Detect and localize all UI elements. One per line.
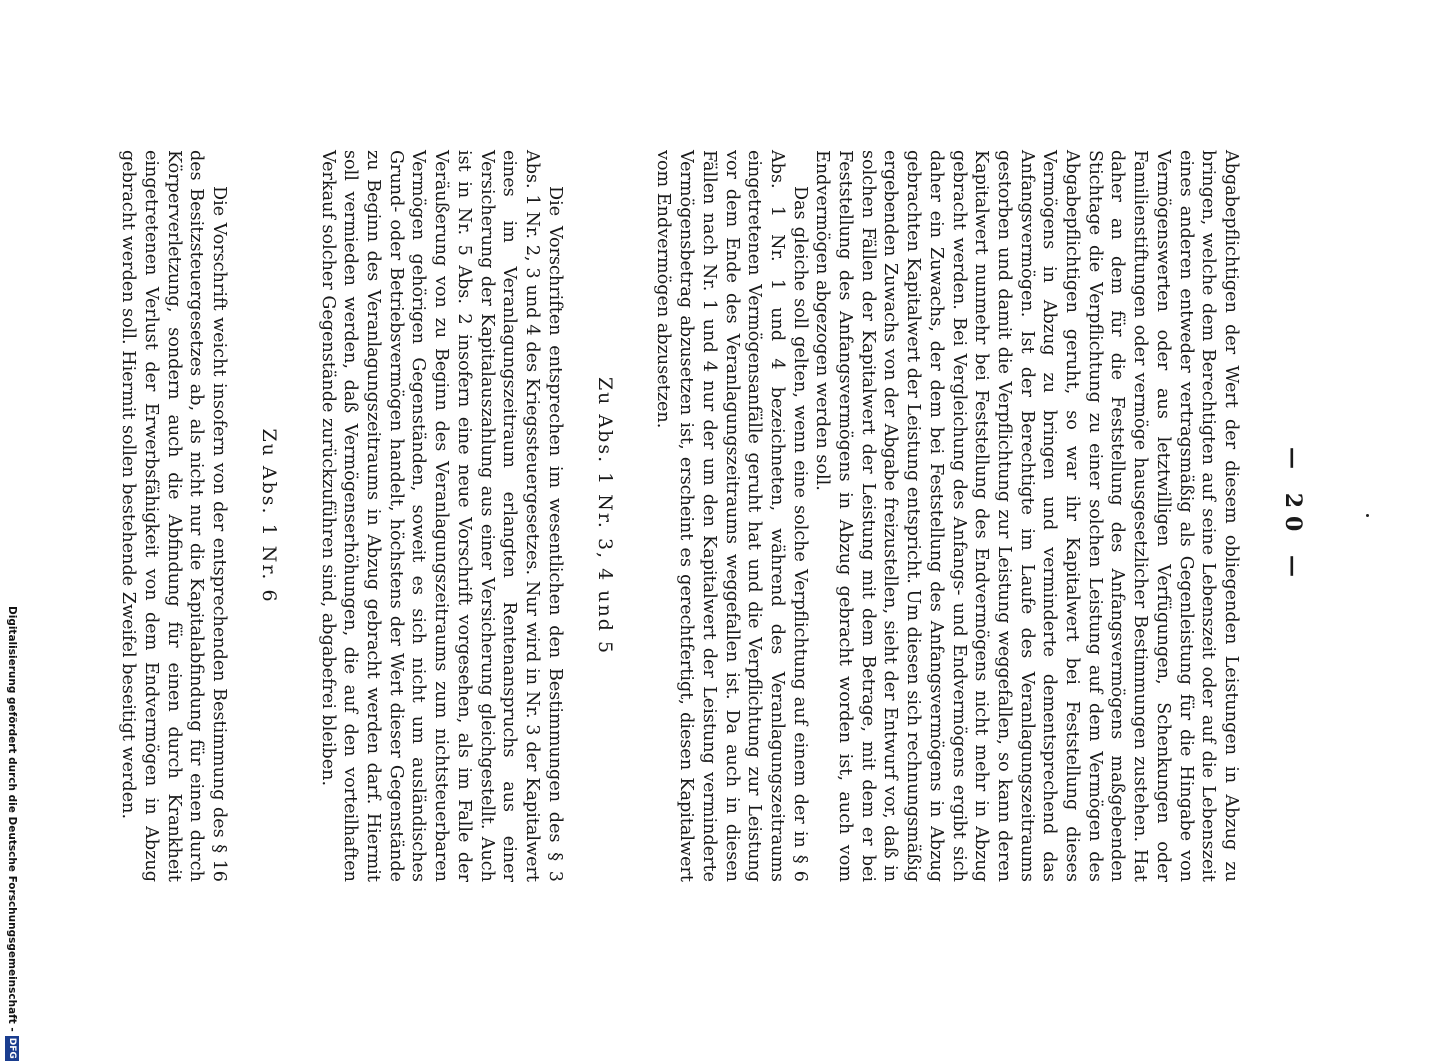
scan-speck	[1366, 514, 1369, 517]
section-heading: Zu Abs. 1 Nr. 3, 4 und 5	[593, 376, 616, 656]
page-number: — 20 —	[1280, 447, 1306, 585]
paragraph: Das gleiche soll gelten, wenn eine solche Verpflichtung auf einem der in § 6 Abs. 1 Nr. 1 und 4 bezeichneten, während des Veranlagungszeitraums eingetretenen Vermögensanfälle geruht hat und die Verpflichtung zur Leistung vor dem Ende des Veranlagungszeitraums weggefallen ist. Da auch in diesen Fällen nach Nr. 1 und 4 nur der um den Kapitalwert der Leistung verminderte Vermögensbetrag abzusetzen ist, erscheint es gerechtfertigt, diesen Kapitalwert vom Endvermögen abzusetzen.	[653, 150, 810, 882]
paragraph-block-1	[652, 150, 1242, 882]
credit-text: Digitalisierung gefördert durch die Deutsche Forschungsgemeinschaft -	[6, 606, 18, 1032]
paragraph-block-2	[316, 150, 566, 882]
digitization-credit	[0, 606, 22, 1059]
paragraph: Die Vorschriften entsprechen im wesentlichen den Bestimmungen des § 3 Abs. 1 Nr. 2, 3 und 4 des Kriegssteuergesetzes. Nur wird in Nr. 3 der Kapitalwert eines im Veranlagungszeitraum erlangten Rentenanspruchs aus einer Versicherung der Kapitalauszahlung aus einer Versicherung gleichgestellt. Auch ist in Nr. 5 Abs. 2 insofern eine neue Vorschrift vorgesehen, als im Falle der Veräußerung von zu Beginn des Veranlagungszeitraums zum nichtsteuerbaren Vermögen gehörigen Gegenständen, soweit es sich nicht um ausländisches Grund- oder Betriebsvermögen handelt, höchstens der Wert dieser Gegenstände zu Beginn des Veranlagungszeitraums in Abzug gebracht werden darf. Hiermit soll vermieden werden, daß Vermögenserhöhungen, die auf den vorteilhaften Verkauf solcher Gegenstände zurückzuführen sind, abgabefrei bleiben.	[317, 150, 565, 882]
paragraph: Die Vorschrift weicht insofern von der entsprechenden Bestimmung des § 16 des Besitzsteuergesetzes ab, als nicht nur die Kapitalabfindung für einen durch Körperverletzung, sondern auch die Abfindung für einen durch Krankheit eingetretenen Verlust der Erwerbsfähigkeit von dem Endvermögen in Abzug gebracht werden soll. Hiermit sollen bestehende Zweifel beseitigt werden.	[118, 150, 229, 882]
dfg-logo: DFG	[7, 1037, 17, 1059]
section-heading: Zu Abs. 1 Nr. 6	[257, 428, 280, 604]
paragraph: Abgabepflichtigen der Wert der diesem obliegenden Leistungen in Abzug zu bringen, welche dem Berechtigten auf seine Lebenszeit oder auf die Lebenszeit eines anderen entweder vertragsmäßig als Gegenleistung für die Hingabe von Vermögenswerten oder aus letztwilligen Verfügungen, Schenkungen oder Familienstiftungen oder vermöge hausgesetzlicher Bestimmungen zustehen. Hat daher an dem für die Feststellung des Anfangsvermögens maßgebenden Stichtage die Verpflichtung zu einer solchen Leistung auf dem Vermögen des Abgabepflichtigen geruht, so war ihr Kapitalwert bei Feststellung dieses Vermögens in Abzug zu bringen und verminderte dementsprechend das Anfangsvermögen. Ist der Berechtigte im Laufe des Veranlagungszeitraums gestorben und damit die Verpflichtung zur Leistung weggefallen, so kann deren Kapitalwert nunmehr bei Feststellung des Endvermögens nicht mehr in Abzug gebracht werden. Bei Vergleichung des Anfangs- und Endvermögens ergibt sich daher ein Zuwachs, der dem bei Feststellung des Anfangsvermögens in Abzug gebrachten Kapitalwert der Leistung entspricht. Um diesen sich rechnungsmäßig ergebenden Zuwachs von der Abgabe freizustellen, sieht der Entwurf vor, daß in solchen Fällen der Kapitalwert der Leistung mit dem Betrage, mit dem er bei Feststellung des Anfangsvermögens in Abzug gebracht worden ist, auch vom Endvermögen abgezogen werden soll.	[812, 150, 1241, 882]
paragraph-block-3	[116, 150, 230, 882]
